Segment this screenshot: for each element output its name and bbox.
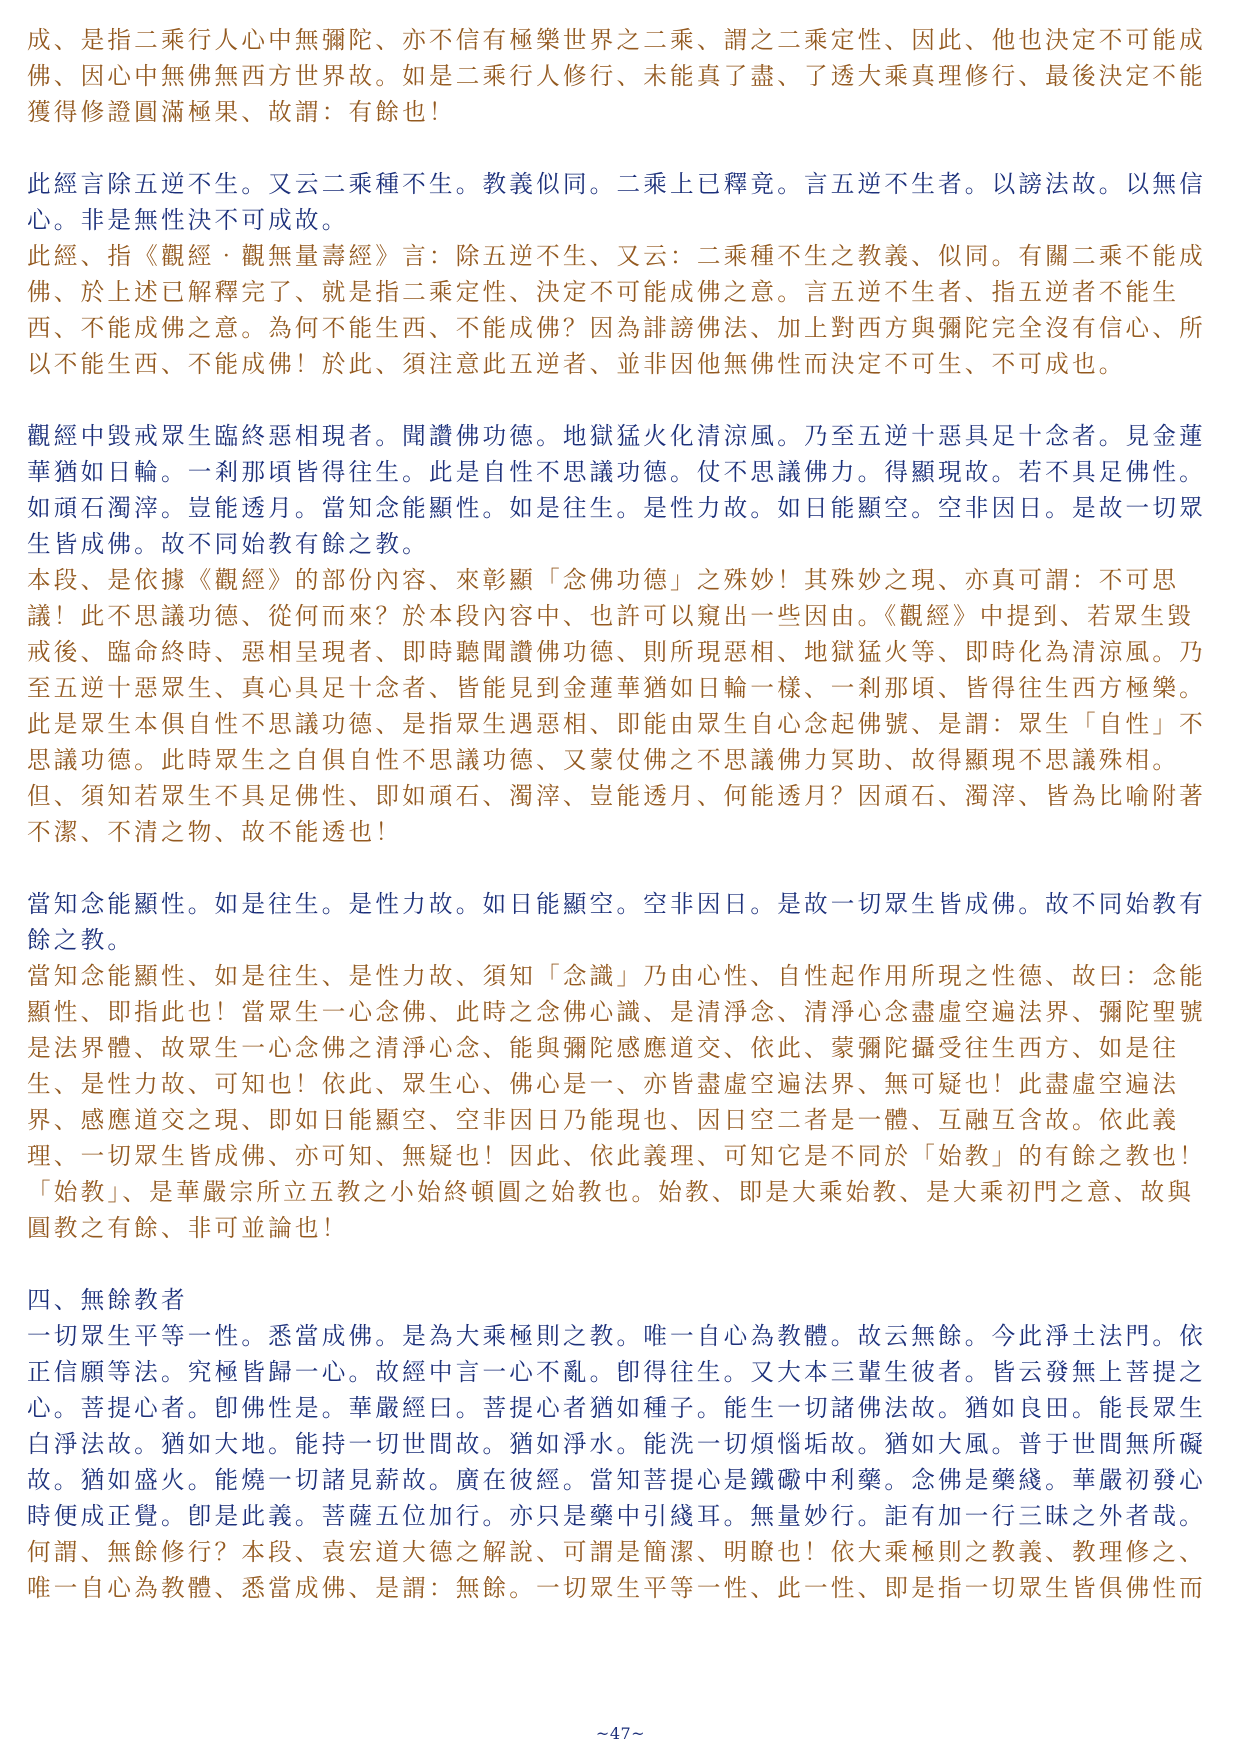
paragraph-gap xyxy=(27,382,1214,418)
quoted-text-paragraph: 此經言除五逆不生。又云二乘種不生。教義似同。二乘上已釋竟。言五逆不生者。以謗法故。以無信心。非是無性決不可成故。 xyxy=(27,170,1206,234)
paragraph-gap xyxy=(27,1246,1214,1282)
section-heading: 四、無餘教者 xyxy=(27,1286,188,1314)
document-page xyxy=(27,22,1214,1722)
page-number: ~47~ xyxy=(595,1724,646,1743)
commentary-paragraph: 當知念能顯性、如是往生、是性力故、須知「念識」乃由心性、自性起作用所現之性德、故曰：念能顯性、即指此也！當眾生一心念佛、此時之念佛心識、是清淨念、清淨心念盡虛空遍法界、彌陀聖號是法界體、故眾生一心念佛之清淨心念、能與彌陀感應道交、依此、蒙彌陀攝受往生西方、如是往生、是性力故、可知也！依此、眾生心、佛心是一、亦皆盡虛空遍法界、無可疑也！此盡虛空遍法界、感應道交之現、即如日能顯空、空非因日乃能現也、因日空二者是一體、互融互含故。依此義理、一切眾生皆成佛、亦可知、無疑也！因此、依此義理、可知它是不同於「始教」的有餘之教也！「始教」、是華嚴宗所立五教之小始終頓圓之始教也。始教、即是大乘始教、是大乘初門之意、故與圓教之有餘、非可並論也！ xyxy=(27,962,1206,1242)
quoted-text-paragraph: 一切眾生平等一性。悉當成佛。是為大乘極則之教。唯一自心為教體。故云無餘。今此淨土法門。依正信願等法。究極皆歸一心。故經中言一心不亂。卽得往生。又大本三輩生彼者。皆云發無上菩提之心。菩提心者。卽佛性是。華嚴經曰。菩提心者猶如種子。能生一切諸佛法故。猶如良田。能長眾生白淨法故。猶如大地。能持一切世間故。猶如淨水。能洗一切煩惱垢故。猶如大風。普于世間無所礙故。猶如盛火。能燒一切諸見薪故。廣在彼經。當知菩提心是鐵礮中利藥。念佛是藥綫。華嚴初發心時便成正覺。卽是此義。菩薩五位加行。亦只是藥中引綫耳。無量妙行。詎有加一行三昧之外者哉。 xyxy=(27,1322,1206,1530)
quoted-text-paragraph: 觀經中毀戒眾生臨終惡相現者。聞讚佛功德。地獄猛火化清涼風。乃至五逆十惡具足十念者。見金蓮華猶如日輪。一剎那頃皆得往生。此是自性不思議功德。仗不思議佛力。得顯現故。若不具足佛性。如頑石濁滓。豈能透月。當知念能顯性。如是往生。是性力故。如日能顯空。空非因日。是故一切眾生皆成佛。故不同始教有餘之教。 xyxy=(27,422,1206,558)
commentary-paragraph: 此經、指《觀經‧觀無量壽經》言：除五逆不生、又云：二乘種不生之教義、似同。有關二乘不能成佛、於上述已解釋完了、就是指二乘定性、決定不可能成佛之意。言五逆不生者、指五逆者不能生西、不能成佛之意。為何不能生西、不能成佛？因為誹謗佛法、加上對西方與彌陀完全沒有信心、所以不能生西、不能成佛！於此、須注意此五逆者、並非因他無佛性而決定不可生、不可成也。 xyxy=(27,242,1206,378)
paragraph-gap xyxy=(27,850,1214,886)
quoted-text-paragraph: 當知念能顯性。如是往生。是性力故。如日能顯空。空非因日。是故一切眾生皆成佛。故不同始教有餘之教。 xyxy=(27,890,1206,954)
commentary-paragraph: 成、是指二乘行人心中無彌陀、亦不信有極樂世界之二乘、謂之二乘定性、因此、他也決定不可能成佛、因心中無佛無西方世界故。如是二乘行人修行、未能真了盡、了透大乘真理修行、最後決定不能獲得修證圓滿極果、故謂：有餘也！ xyxy=(27,26,1206,126)
commentary-paragraph: 何謂、無餘修行？本段、袁宏道大德之解說、可謂是簡潔、明瞭也！依大乘極則之教義、教理修之、唯一自心為教體、悉當成佛、是謂：無餘。一切眾生平等一性、此一性、即是指一切眾生皆俱佛性而 xyxy=(27,1538,1206,1602)
commentary-paragraph: 本段、是依據《觀經》的部份內容、來彰顯「念佛功德」之殊妙！其殊妙之現、亦真可謂：不可思議！此不思議功德、從何而來？於本段內容中、也許可以窺出一些因由。《觀經》中提到、若眾生毀戒後、臨命終時、惡相呈現者、即時聽聞讚佛功德、則所現惡相、地獄猛火等、即時化為清涼風。乃至五逆十惡眾生、真心具足十念者、皆能見到金蓮華猶如日輪一樣、一剎那頃、皆得往生西方極樂。此是眾生本俱自性不思議功德、是指眾生遇惡相、即能由眾生自心念起佛號、是謂：眾生「自性」不思議功德。此時眾生之自俱自性不思議功德、又蒙仗佛之不思議佛力冥助、故得顯現不思議殊相。但、須知若眾生不具足佛性、即如頑石、濁滓、豈能透月、何能透月？因頑石、濁滓、皆為比喻附著不潔、不清之物、故不能透也！ xyxy=(27,566,1206,846)
paragraph-gap xyxy=(27,130,1214,166)
